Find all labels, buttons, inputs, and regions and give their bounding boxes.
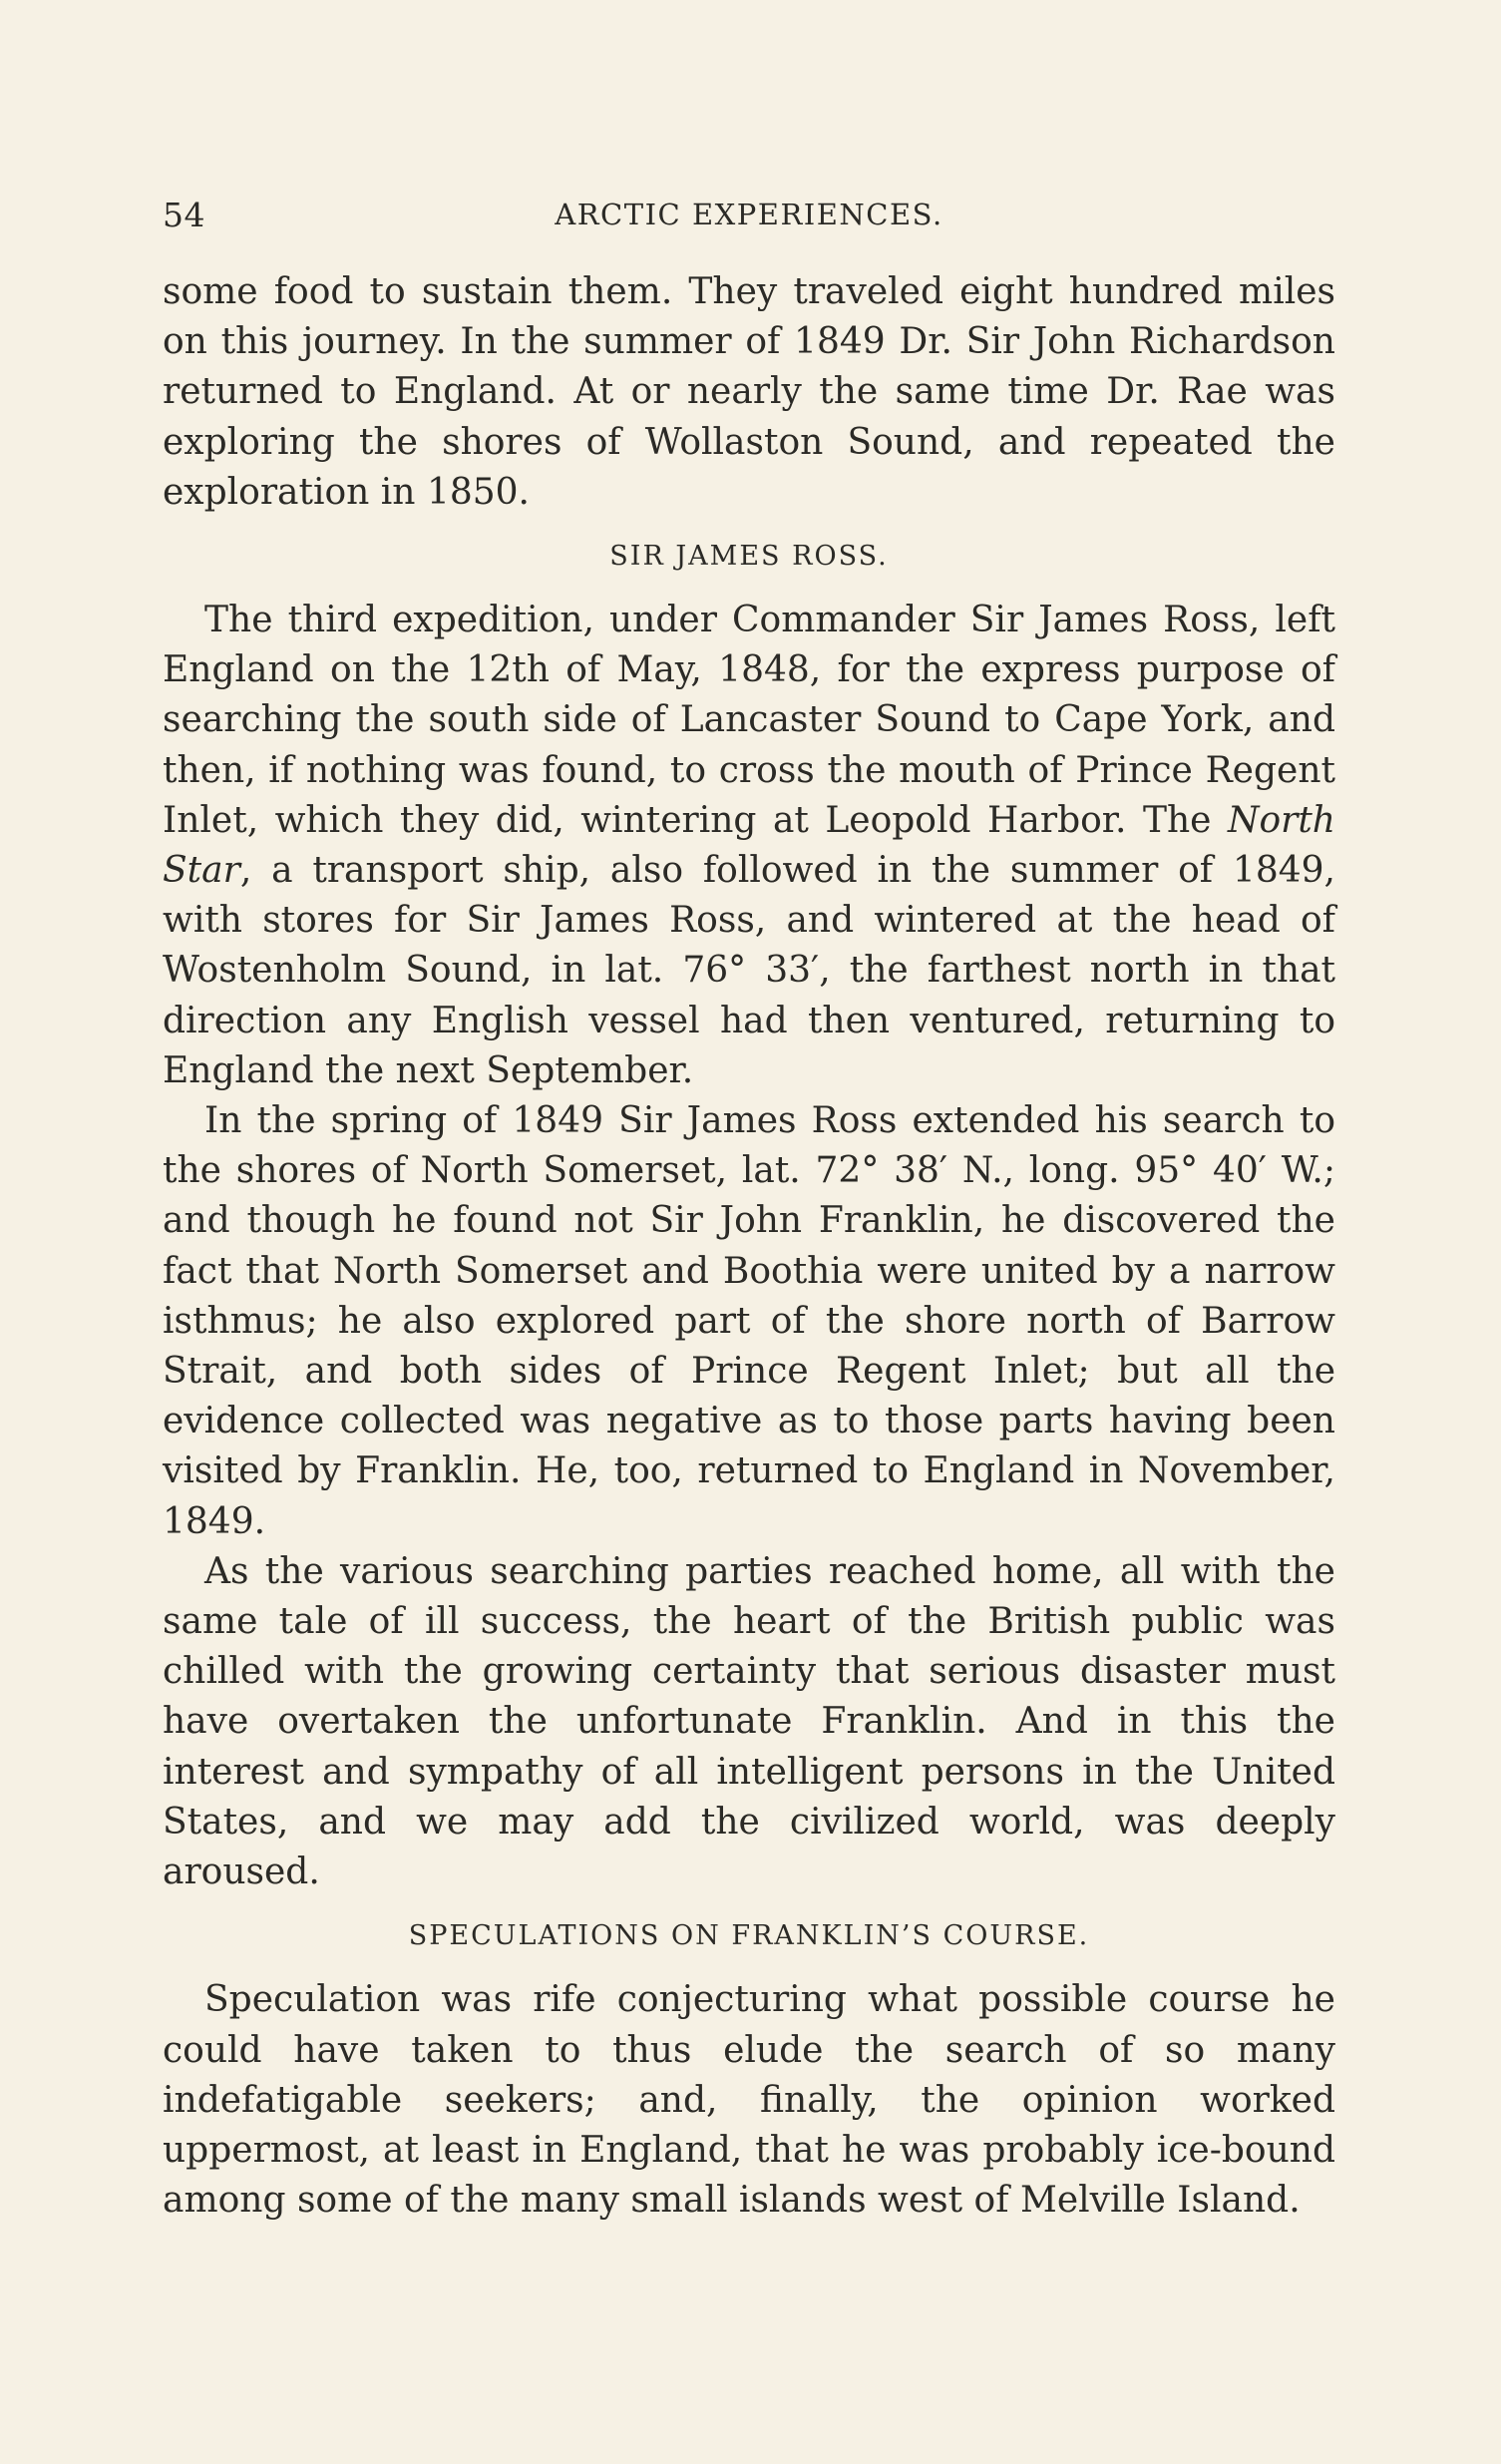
- section-heading: SIR JAMES ROSS.: [609, 541, 889, 573]
- body-text: [163, 267, 1335, 2226]
- paragraph-text: The third expedition, under Commander Sir James Ross, left England on the 12th of May, 1848, for the express purpose of searching the south side of Lancaster Sound to Cape York, and then, if nothing was found, to cross the mouth of Prince Regent Inlet, which they did, wintering at Leopold Harbor. The: [163, 600, 1335, 841]
- paragraph-text: , a transport ship, also followed in the summer of 1849, with stores for Sir James Ross, and wintered at the head of Wostenholm Sound, in lat. 76° 33′, the farthest north in that direction any English vessel had then ventured, returning to England the next September.: [163, 850, 1335, 1091]
- running-title: ARCTIC EXPERIENCES.: [555, 198, 943, 231]
- paragraph: In the spring of 1849 Sir James Ross extended his search to the shores of North Somerset, lat. 72° 38′ N., long. 95° 40′ W.; and though he found not Sir John Franklin, he discovered the fact that North Somerset and Boothia were united by a narrow isthmus; he also explored part of the shore north of Barrow Strait, and both sides of Prince Regent Inlet; but all the evidence collected was negative as to those parts having been visited by Franklin. He, too, returned to England in November, 1849.: [163, 1100, 1335, 1542]
- section-heading: SPECULATIONS ON FRANKLIN’S COURSE.: [408, 1920, 1090, 1952]
- paragraph: As the various searching parties reached home, all with the same tale of ill success, the heart of the British public was chilled with the growing certainty that serious disaster must have overtaken the unfortunate Franklin. And in this the interest and sympathy of all intelligent persons in the United States, and we may add the civilized world, was deeply aroused.: [163, 1550, 1335, 1893]
- paragraph: some food to sustain them. They traveled eight hundred miles on this journey. In the summer of 1849 Dr. Sir John Richardson returned to England. At or nearly the same time Dr. Rae was exploring the shores of Wollaston Sound, and repeated the exploration in 1850.: [163, 271, 1335, 513]
- page-header: [163, 196, 1335, 245]
- paragraph: [163, 596, 1335, 1096]
- ship-name: North Star: [163, 799, 1335, 892]
- page-number: 54: [163, 196, 205, 234]
- paragraph: Speculation was rife conjecturing what possible course he could have taken to thus elude the search of so many indefatigable seekers; and, finally, the opinion worked uppermost, at least in England, that he was probably ice-bound among some of the many small islands west of Melville Island.: [163, 1979, 1335, 2222]
